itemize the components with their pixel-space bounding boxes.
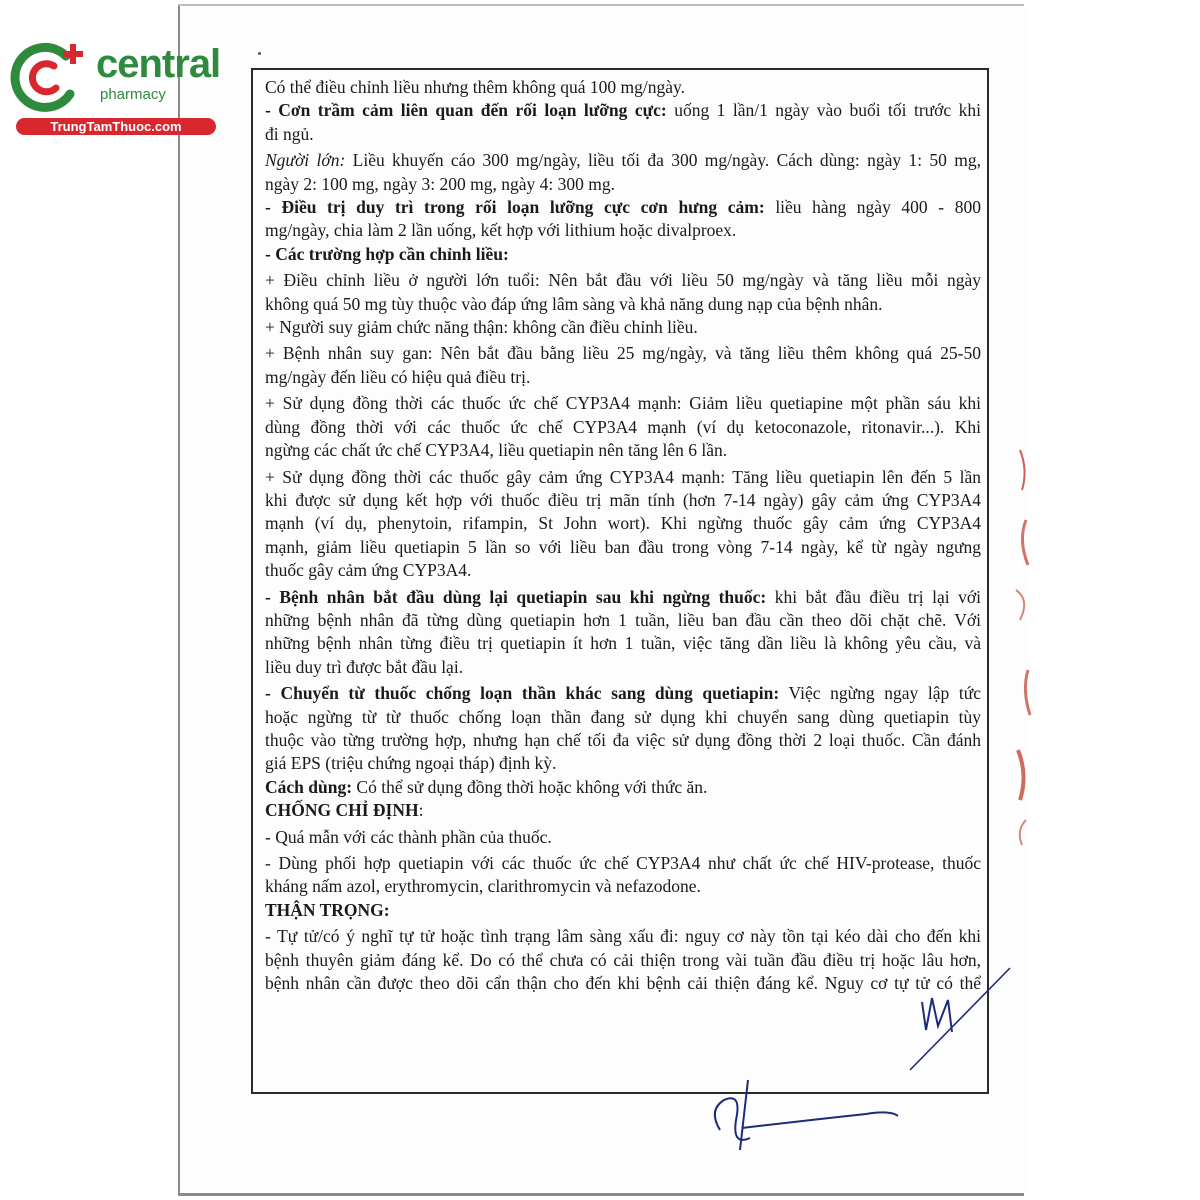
text-segment: ngày 2: 100 mg, ngày 3: 200 mg, ngày 4: 300 mg. (265, 173, 615, 194)
text-line (265, 196, 981, 219)
text-segment: hoặc ngừng từ từ thuốc chống loạn thần đang sử dụng khi chuyển sang dùng quetiapin tùy (265, 706, 981, 727)
text-line (265, 416, 981, 439)
text-segment: kháng nấm azol, erythromycin, clarithromycin và nefazodone. (265, 876, 701, 897)
text-segment: khi được sử dụng kết hợp với thuốc điều trị mãn tính (hơn 7-14 ngày) gây cảm ứng CYP3A4 (265, 489, 981, 510)
bold-text: - Cơn trầm cảm liên quan đến rối loạn lưỡng cực: (265, 100, 667, 121)
text-line (265, 243, 981, 266)
bold-text: - Chuyển từ thuốc chống loạn thần khác sang dùng quetiapin: (265, 683, 780, 704)
text-line (265, 682, 981, 705)
text-line (265, 729, 981, 752)
text-segment: - Quá mẫn với các thành phần của thuốc. (265, 826, 552, 847)
text-line (265, 826, 981, 849)
text-segment: uống 1 lần/1 ngày vào buổi tối trước khi (666, 100, 981, 121)
text-line (265, 316, 981, 339)
document-body (265, 76, 981, 995)
text-line (265, 489, 981, 512)
text-line (265, 899, 981, 922)
text-segment: không quá 50 mg tùy thuộc vào đáp ứng lâm sàng và khả năng dung nạp của bệnh nhân. (265, 293, 883, 314)
text-segment: bệnh thuyên giảm đáng kể. Do có thể chưa có cải thiện trong vài tuần đầu điều trị hoặc lâu hơn, (265, 949, 981, 970)
text-line (265, 925, 981, 948)
page-top-edge (178, 4, 1024, 6)
text-line (265, 219, 981, 242)
document-text-box (251, 68, 989, 1094)
text-line (265, 752, 981, 775)
text-line (265, 99, 981, 122)
text-line (265, 392, 981, 415)
text-segment: Có thể điều chỉnh liều nhưng thêm không quá 100 mg/ngày. (265, 77, 686, 97)
text-segment: + Điều chỉnh liều ở người lớn tuổi: Nên bắt đầu với liều 50 mg/ngày và tăng liều mỗi ngày (265, 270, 981, 291)
bold-text: Cách dùng: (265, 776, 353, 797)
bold-text: - Bệnh nhân bắt đầu dùng lại quetiapin sau khi ngừng thuốc: (265, 586, 767, 607)
text-line (265, 123, 981, 146)
text-segment: + Người suy giảm chức năng thận: không cần điều chỉnh liều. (265, 317, 698, 338)
text-line (265, 149, 981, 172)
pharmacy-cross-icon (10, 36, 96, 116)
text-line (265, 76, 981, 99)
text-segment: thuộc vào từng trường hợp, nhưng hạn chế tối đa việc sử dụng đồng thời 2 loại thuốc. Cần đánh (265, 729, 981, 750)
text-segment: liều hàng ngày 400 - 800 (764, 197, 981, 218)
text-segment: : (418, 800, 424, 821)
logo-site-banner: TrungTamThuoc.com (16, 118, 216, 135)
text-line (265, 586, 981, 609)
text-segment: mg/ngày đến liều có hiệu quả điều trị. (265, 366, 531, 387)
text-segment: Có thể sử dụng đồng thời hoặc không với thức ăn. (352, 776, 708, 797)
text-segment: bệnh nhân cần được theo dõi cẩn thận cho đến khi bệnh cải thiện đáng kể. Nguy cơ tự tử có thể (265, 973, 981, 994)
text-segment: - Dùng phối hợp quetiapin với các thuốc ức chế CYP3A4 như chất ức chế HIV-protease, thuốc (265, 853, 981, 873)
text-segment: + Sử dụng đồng thời các thuốc gây cảm ứng CYP3A4 mạnh: Tăng liều quetiapin lên đến 5 lần (265, 466, 981, 487)
text-segment: - Tự tử/có ý nghĩ tự tử hoặc tình trạng lâm sàng xấu đi: nguy cơ này tồn tại kéo dài cho đến khi (265, 926, 981, 947)
bold-text: - Các trường hợp cần chỉnh liều: (265, 243, 509, 264)
page-bottom-edge (178, 1193, 1024, 1196)
text-line (265, 366, 981, 389)
text-line (265, 799, 981, 822)
text-segment: + Bệnh nhân suy gan: Nên bắt đầu bằng liều 25 mg/ngày, và tăng liều thêm không quá 25-50 (265, 343, 981, 364)
text-line (265, 269, 981, 292)
text-line (265, 875, 981, 898)
text-segment: mạnh, giảm liều quetiapin 5 lần so với liều ban đầu trong vòng 7-14 ngày, kể từ ngày ngưng (265, 536, 981, 557)
text-line (265, 852, 981, 875)
text-segment: đi ngủ. (265, 123, 314, 144)
text-segment: những bệnh nhân đã từng dùng quetiapin hơn 1 tuần, liều ban đầu cần theo dõi chặt chẽ. Với (265, 609, 981, 630)
handwritten-signature (690, 960, 1030, 1160)
text-segment: liều duy trì được bắt đầu lại. (265, 656, 464, 677)
text-line (265, 776, 981, 799)
text-line (265, 609, 981, 632)
text-line (265, 173, 981, 196)
text-segment: khi bắt đầu điều trị lại với (766, 586, 981, 607)
bold-text: - Điều trị duy trì trong rối loạn lưỡng cực cơn hưng cảm: (265, 197, 765, 218)
text-line (265, 439, 981, 462)
text-line (265, 512, 981, 535)
scan-speck (258, 52, 261, 55)
text-segment: Việc ngừng ngay lập tức (779, 683, 981, 704)
text-line (265, 293, 981, 316)
text-segment: ngừng các chất ức chế CYP3A4, liều quetiapin nên tăng lên 6 lần. (265, 440, 728, 461)
italic-text: Người lớn: (265, 150, 346, 171)
central-pharmacy-logo[interactable] (10, 36, 221, 136)
text-line (265, 559, 981, 582)
text-line (265, 536, 981, 559)
text-line (265, 706, 981, 729)
bold-text: CHỐNG CHỈ ĐỊNH (265, 800, 419, 821)
text-segment: Liều khuyến cáo 300 mg/ngày, liều tối đa 300 mg/ngày. Cách dùng: ngày 1: 50 mg, (345, 150, 981, 171)
logo-subtitle: pharmacy (100, 86, 166, 103)
text-segment: thuốc gây cảm ứng CYP3A4. (265, 560, 472, 581)
text-line (265, 466, 981, 489)
text-line (265, 632, 981, 655)
logo-brand-text: central (96, 42, 221, 86)
text-line (265, 656, 981, 679)
bold-text: THẬN TRỌNG: (265, 899, 390, 920)
text-segment: + Sử dụng đồng thời các thuốc ức chế CYP3A4 mạnh: Giảm liều quetiapine một phần sáu khi (265, 393, 981, 414)
red-stamp-fragment (1008, 430, 1048, 850)
text-line (265, 342, 981, 365)
text-segment: mg/ngày, chia làm 2 lần uống, kết hợp với lithium hoặc divalproex. (265, 220, 737, 241)
text-segment: mạnh (ví dụ, phenytoin, rifampin, St John wort). Khi ngừng thuốc gây cảm ứng CYP3A4 (265, 513, 981, 534)
text-segment: những bệnh nhân từng điều trị quetiapin ít hơn 1 tuần, việc tăng dần liều là không yêu cầu, và (265, 633, 981, 654)
text-segment: giá EPS (triệu chứng ngoại tháp) định kỳ. (265, 753, 557, 774)
text-segment: dùng đồng thời với các thuốc ức chế CYP3A4 mạnh (ví dụ ketoconazole, ritonavir...). Khi (265, 416, 981, 437)
